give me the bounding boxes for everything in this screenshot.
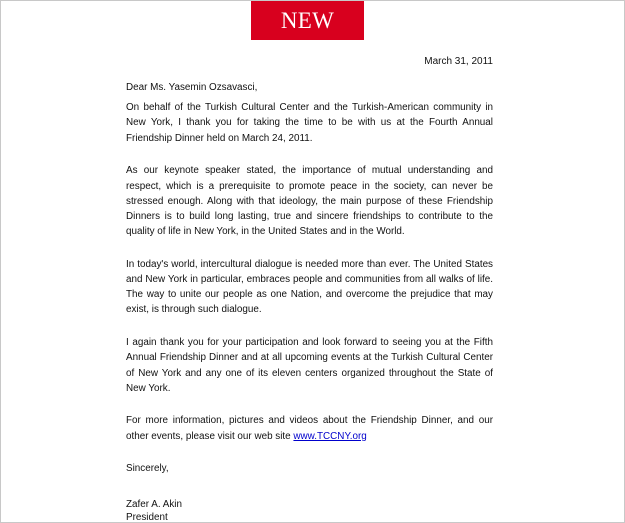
more-info-text: For more information, pictures and videos about the Friendship Dinner, and our other events, please visit our web site bbox=[126, 415, 493, 442]
paragraph-dialogue: In today's world, intercultural dialogue is needed more than ever. The United States and New York in particular, embraces people and communities from all walks of life. The way to unite our people as one Nation, and overcome the prejudice that may exist, is through such dialogue. bbox=[126, 258, 493, 316]
salutation: Dear Ms. Yasemin Ozsavasci, bbox=[126, 82, 258, 93]
website-link[interactable]: www.TCCNY.org bbox=[293, 430, 367, 442]
paragraph-thanks: On behalf of the Turkish Cultural Center and the Turkish-American community in New York, I thank you for taking the time to be with us at the Fourth Annual Friendship Dinner held on March 24, 2011. bbox=[126, 102, 493, 144]
signer-title: President bbox=[126, 512, 168, 523]
paragraph-invitation: I again thank you for your participation and look forward to seeing you at the Fifth Annual Friendship Dinner and at all upcoming events at the Turkish Cultural Center of New York and any one of its eleven centers organized throughout the State of New York. bbox=[126, 337, 493, 394]
signer-name: Zafer A. Akin bbox=[126, 499, 182, 510]
letter-body bbox=[126, 80, 493, 477]
paragraph-more-info bbox=[126, 413, 493, 443]
letter-date: March 31, 2011 bbox=[424, 56, 493, 67]
new-york-logo: NEW YORK bbox=[251, 1, 364, 40]
paragraph-keynote: As our keynote speaker stated, the importance of mutual understanding and respect, which is a prerequisite to promote peace in the society, can never be stressed enough. Along with that ideology, the main purpose of these Friendship Dinners is to build long lasting, true and sincere friendships to contribute to the quality of life in New York, in the United States and in the World. bbox=[126, 165, 493, 238]
closing: Sincerely, bbox=[126, 463, 169, 475]
signature-block bbox=[126, 498, 182, 523]
